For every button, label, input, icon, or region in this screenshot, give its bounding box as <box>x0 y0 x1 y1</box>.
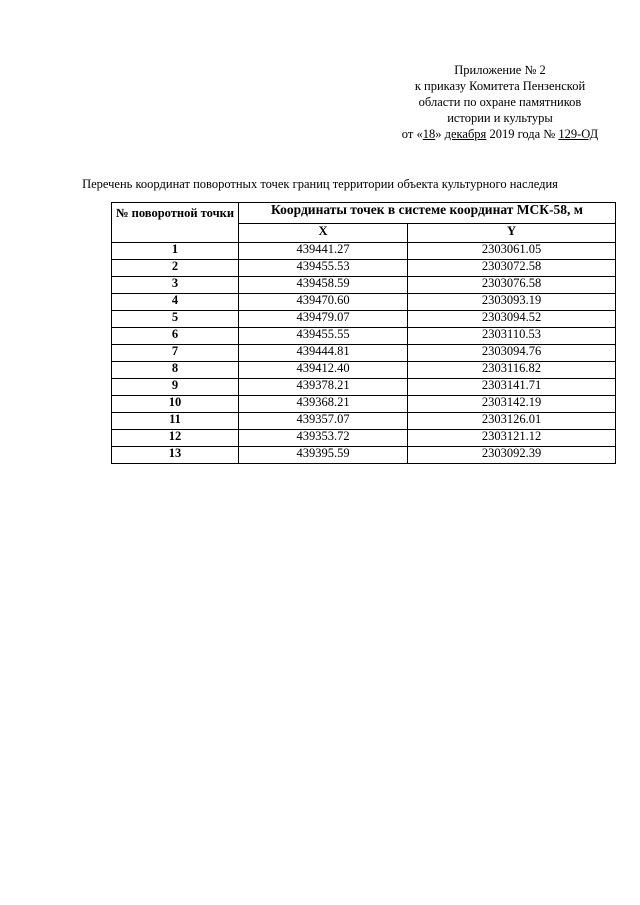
appendix-title: Приложение № 2 <box>454 63 546 77</box>
point-number-cell: 7 <box>112 345 239 362</box>
x-coordinate-cell: 439412.40 <box>239 362 408 379</box>
x-coordinate-cell: 439378.21 <box>239 379 408 396</box>
point-number-cell: 13 <box>112 447 239 464</box>
x-coordinate-cell: 439357.07 <box>239 413 408 430</box>
point-number-cell: 11 <box>112 413 239 430</box>
date-month: декабря <box>444 127 487 141</box>
point-number-cell: 8 <box>112 362 239 379</box>
date-mid: » <box>435 127 445 141</box>
y-coordinate-cell: 2303094.52 <box>408 311 616 328</box>
table-row <box>112 277 616 294</box>
x-coordinate-cell: 439479.07 <box>239 311 408 328</box>
y-coordinate-cell: 2303072.58 <box>408 260 616 277</box>
appendix-committee: области по охране памятников <box>418 95 582 109</box>
y-coordinate-cell: 2303142.19 <box>408 396 616 413</box>
y-coordinate-cell: 2303093.19 <box>408 294 616 311</box>
y-coordinate-cell: 2303110.53 <box>408 328 616 345</box>
x-coordinate-cell: 439470.60 <box>239 294 408 311</box>
appendix-order-ref: к приказу Комитета Пензенской <box>414 79 586 93</box>
x-coordinate-cell: 439455.53 <box>239 260 408 277</box>
point-number-cell: 10 <box>112 396 239 413</box>
table-row <box>112 362 616 379</box>
y-coordinate-cell: 2303076.58 <box>408 277 616 294</box>
table-row <box>112 311 616 328</box>
appendix-committee-cont: истории и культуры <box>447 111 553 125</box>
point-number-cell: 6 <box>112 328 239 345</box>
table-row <box>112 430 616 447</box>
x-coordinate-cell: 439353.72 <box>239 430 408 447</box>
header-y: Y <box>408 224 616 243</box>
y-coordinate-cell: 2303094.76 <box>408 345 616 362</box>
table-body <box>112 243 616 464</box>
appendix-header <box>360 62 640 142</box>
table-row <box>112 396 616 413</box>
y-coordinate-cell: 2303126.01 <box>408 413 616 430</box>
table-row <box>112 413 616 430</box>
y-coordinate-cell: 2303141.71 <box>408 379 616 396</box>
table-row <box>112 294 616 311</box>
header-coordinate-system: Координаты точек в системе координат МСК-58, м <box>239 203 616 224</box>
x-coordinate-cell: 439395.59 <box>239 447 408 464</box>
table-row <box>112 345 616 362</box>
table-row <box>112 328 616 345</box>
header-point-number: № поворотной точки <box>112 203 239 243</box>
table-row <box>112 243 616 260</box>
x-coordinate-cell: 439368.21 <box>239 396 408 413</box>
table-row <box>112 447 616 464</box>
appendix-date-line <box>360 126 640 142</box>
x-coordinate-cell: 439455.55 <box>239 328 408 345</box>
header-x: X <box>239 224 408 243</box>
x-coordinate-cell: 439458.59 <box>239 277 408 294</box>
point-number-cell: 1 <box>112 243 239 260</box>
x-coordinate-cell: 439444.81 <box>239 345 408 362</box>
y-coordinate-cell: 2303121.12 <box>408 430 616 447</box>
coordinates-table <box>111 202 616 464</box>
point-number-cell: 3 <box>112 277 239 294</box>
y-coordinate-cell: 2303116.82 <box>408 362 616 379</box>
y-coordinate-cell: 2303092.39 <box>408 447 616 464</box>
point-number-cell: 5 <box>112 311 239 328</box>
date-day: 18 <box>422 127 436 141</box>
point-number-cell: 2 <box>112 260 239 277</box>
date-prefix: от « <box>401 127 423 141</box>
point-number-cell: 12 <box>112 430 239 447</box>
point-number-cell: 4 <box>112 294 239 311</box>
table-row <box>112 260 616 277</box>
table-row <box>112 379 616 396</box>
date-year: 2019 года № <box>486 127 559 141</box>
order-number: 129-ОД <box>558 127 599 141</box>
x-coordinate-cell: 439441.27 <box>239 243 408 260</box>
point-number-cell: 9 <box>112 379 239 396</box>
y-coordinate-cell: 2303061.05 <box>408 243 616 260</box>
document-caption: Перечень координат поворотных точек границ территории объекта культурного наследия <box>82 177 558 191</box>
